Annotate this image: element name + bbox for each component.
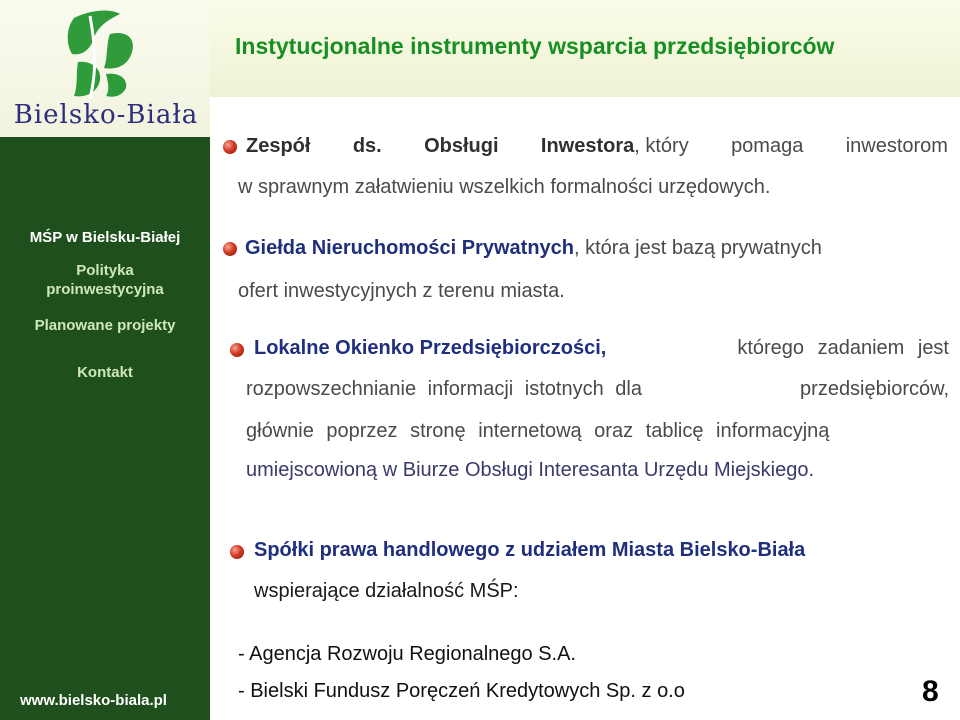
bullet-3-line-1 — [254, 337, 949, 360]
sidebar-item-label: proinwestycyjna — [46, 281, 164, 298]
city-logo-icon — [60, 8, 142, 100]
bullet-icon — [223, 140, 237, 154]
sidebar-item-msp[interactable]: MŚP w Bielsku-Białej — [29, 229, 181, 246]
bullet-4-line-1 — [254, 539, 805, 562]
keyword: Lokalne Okienko Przedsiębiorczości — [254, 337, 601, 359]
bullet-1-line-1 — [246, 135, 948, 158]
text: rozpowszechnianie informacji istotnych dla — [246, 378, 642, 400]
bullet-3-line-2 — [246, 378, 949, 401]
sidebar — [0, 0, 210, 720]
logo-area — [0, 0, 210, 137]
bullet-icon — [230, 343, 244, 357]
text: , który — [634, 135, 689, 157]
page-title: Instytucjonalne instrumenty wsparcia przedsiębiorców — [235, 33, 835, 59]
bullet-3-line-4: umiejscowioną w Biurze Obsługi Interesanta Urzędu Miejskiego. — [246, 459, 815, 481]
text: pomaga — [731, 135, 804, 157]
sidebar-item-kontakt[interactable]: Kontakt — [77, 364, 133, 381]
bullet-3-line-3: głównie poprzez stronę internetową oraz tablicę informacyjną — [246, 420, 830, 442]
text: inwestorom — [845, 135, 948, 157]
sidebar-item-polityka[interactable] — [0, 261, 210, 299]
keyword: Giełda Nieruchomości Prywatnych — [245, 237, 574, 259]
sidebar-item-label: Polityka — [76, 262, 134, 279]
sidebar-item-projekty[interactable]: Planowane projekty — [34, 317, 176, 334]
bullet-icon — [223, 242, 237, 256]
text: przedsiębiorców, — [800, 378, 949, 400]
bullet-icon — [230, 545, 244, 559]
text: którego zadaniem jest — [737, 337, 949, 359]
keyword: ds. — [352, 135, 382, 157]
bullet-2-line-2: ofert inwestycyjnych z terenu miasta. — [238, 280, 565, 302]
text: , — [600, 337, 607, 359]
logo-text: Bielsko-Biała — [13, 100, 199, 130]
bullet-1-line-2: w sprawnym załatwieniu wszelkich formalności urzędowych. — [238, 176, 771, 198]
text: , która jest bazą prywatnych — [574, 237, 822, 259]
list-item: - Bielski Fundusz Poręczeń Kredytowych Sp. z o.o — [238, 680, 685, 702]
keyword: Zespół — [246, 135, 311, 157]
keyword: Obsługi — [424, 135, 499, 157]
header — [210, 0, 960, 97]
page-number: 8 — [922, 675, 939, 708]
bullet-4-line-2: wspierające działalność MŚP: — [254, 580, 519, 602]
keyword: Spółki prawa handlowego z udziałem Miasta Bielsko-Biała — [254, 539, 806, 561]
bullet-2-line-1 — [245, 237, 822, 260]
keyword: Inwestora — [540, 135, 635, 157]
list-item: - Agencja Rozwoju Regionalnego S.A. — [238, 643, 576, 665]
website-link[interactable]: www.bielsko-biala.pl — [20, 692, 167, 709]
